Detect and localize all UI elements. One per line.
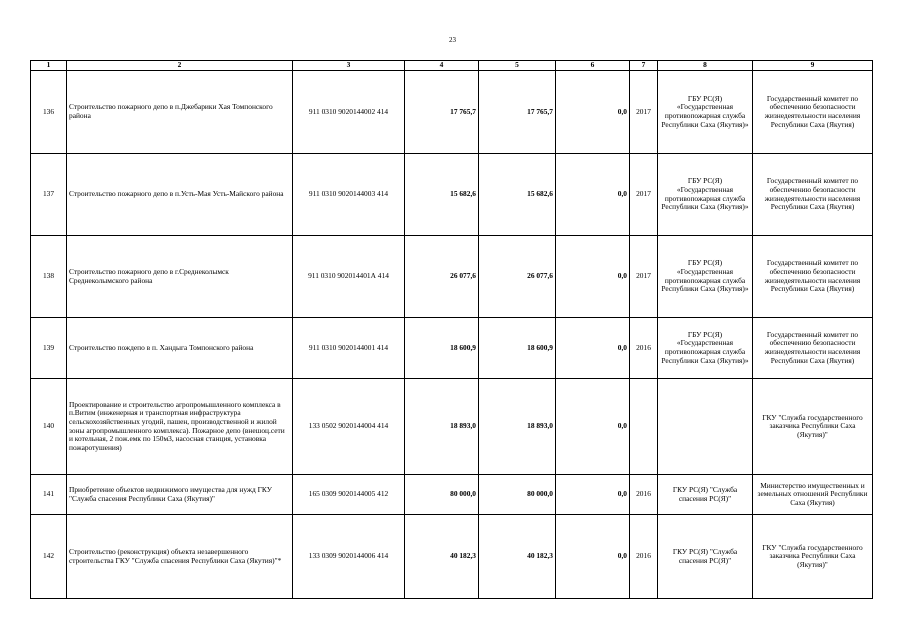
- table-row: [31, 71, 873, 154]
- budget-code: 911 0310 9020144003 414: [293, 154, 405, 236]
- col-header-2: 2: [67, 61, 293, 71]
- col-header-4: 4: [405, 61, 479, 71]
- year: 2017: [630, 236, 658, 318]
- object-name: Строительство пождепо в п. Хандыга Томпонского района: [67, 318, 293, 379]
- amount-col4: 17 765,7: [405, 71, 479, 154]
- amount-col5: 17 765,7: [479, 71, 556, 154]
- investment-table: [30, 60, 873, 599]
- row-number: 141: [31, 475, 67, 515]
- object-name: Строительство пожарного депо в п.Джебарики Хая Томпонского района: [67, 71, 293, 154]
- object-name: Приобретение объектов недвижимого имущества для нужд ГКУ "Служба спасения Республики Саха (Якутия)": [67, 475, 293, 515]
- customer: ГБУ РС(Я) «Государственная противопожарная служба Республики Саха (Якутия)»: [658, 318, 753, 379]
- col-header-6: 6: [556, 61, 630, 71]
- amount-col5: 18 600,9: [479, 318, 556, 379]
- customer: ГКУ РС(Я) "Служба спасения РС(Я)": [658, 475, 753, 515]
- object-name: Строительство (реконструкция) объекта незавершенного строительства ГКУ "Служба спасения Республики Саха (Якутия)"*: [67, 515, 293, 599]
- amount-col6: 0,0: [556, 318, 630, 379]
- budget-code: 911 0310 902014401А 414: [293, 236, 405, 318]
- authority: Государственный комитет по обеспечению безопасности жизнедеятельности населения Республики Саха (Якутия): [753, 236, 873, 318]
- amount-col5: 18 893,0: [479, 379, 556, 475]
- authority: Государственный комитет по обеспечению безопасности жизнедеятельности населения Республики Саха (Якутия): [753, 71, 873, 154]
- amount-col4: 18 600,9: [405, 318, 479, 379]
- row-number: 137: [31, 154, 67, 236]
- authority: Государственный комитет по обеспечению безопасности жизнедеятельности населения Республики Саха (Якутия): [753, 318, 873, 379]
- amount-col6: 0,0: [556, 154, 630, 236]
- row-number: 142: [31, 515, 67, 599]
- year: 2017: [630, 71, 658, 154]
- customer: ГБУ РС(Я) «Государственная противопожарная служба Республики Саха (Якутия)»: [658, 154, 753, 236]
- budget-code: 165 0309 9020144005 412: [293, 475, 405, 515]
- col-header-9: 9: [753, 61, 873, 71]
- year: 2016: [630, 515, 658, 599]
- amount-col4: 15 682,6: [405, 154, 479, 236]
- page-number: 23: [449, 36, 456, 44]
- object-name: Строительство пожарного депо в г.Среднеколымск Среднеколымского района: [67, 236, 293, 318]
- customer: ГБУ РС(Я) «Государственная противопожарная служба Республики Саха (Якутия)»: [658, 236, 753, 318]
- year: 2016: [630, 318, 658, 379]
- customer: ГКУ РС(Я) "Служба спасения РС(Я)": [658, 515, 753, 599]
- col-header-8: 8: [658, 61, 753, 71]
- amount-col6: 0,0: [556, 515, 630, 599]
- object-name: Проектирование и строительство агропромышленного комплекса в п.Витим (инженерная и транспортная инфраструктура сельскохозяйственных угодий, пашен, производственной и жилой зоны агропромышленного комплекса). Пожарное депо (внешоц.сети и котельная, 2 пож.емк по 150м3, насосная станция, установка пожаротушения): [67, 379, 293, 475]
- year: 2016: [630, 475, 658, 515]
- budget-code: 911 0310 9020144001 414: [293, 318, 405, 379]
- amount-col6: 0,0: [556, 475, 630, 515]
- amount-col4: 40 182,3: [405, 515, 479, 599]
- amount-col5: 15 682,6: [479, 154, 556, 236]
- header-row: [31, 61, 873, 71]
- amount-col4: 18 893,0: [405, 379, 479, 475]
- year: [630, 379, 658, 475]
- table-row: [31, 318, 873, 379]
- amount-col6: 0,0: [556, 379, 630, 475]
- col-header-5: 5: [479, 61, 556, 71]
- amount-col4: 26 077,6: [405, 236, 479, 318]
- row-number: 138: [31, 236, 67, 318]
- customer: [658, 379, 753, 475]
- authority: Государственный комитет по обеспечению безопасности жизнедеятельности населения Республики Саха (Якутия): [753, 154, 873, 236]
- table-row: [31, 236, 873, 318]
- table-row: [31, 515, 873, 599]
- budget-code: 133 0309 9020144006 414: [293, 515, 405, 599]
- col-header-3: 3: [293, 61, 405, 71]
- year: 2017: [630, 154, 658, 236]
- customer: ГБУ РС(Я) «Государственная противопожарная служба Республики Саха (Якутия)»: [658, 71, 753, 154]
- object-name: Строительство пожарного депо в п.Усть-Мая Усть-Майского района: [67, 154, 293, 236]
- col-header-1: 1: [31, 61, 67, 71]
- amount-col4: 80 000,0: [405, 475, 479, 515]
- row-number: 136: [31, 71, 67, 154]
- amount-col6: 0,0: [556, 236, 630, 318]
- budget-code: 133 0502 9020144004 414: [293, 379, 405, 475]
- row-number: 139: [31, 318, 67, 379]
- table-row: [31, 154, 873, 236]
- authority: Министерство имущественных и земельных отношений Республики Саха (Якутия): [753, 475, 873, 515]
- amount-col5: 40 182,3: [479, 515, 556, 599]
- amount-col6: 0,0: [556, 71, 630, 154]
- table-row: [31, 475, 873, 515]
- budget-code: 911 0310 9020144002 414: [293, 71, 405, 154]
- col-header-7: 7: [630, 61, 658, 71]
- amount-col5: 80 000,0: [479, 475, 556, 515]
- authority: ГКУ "Служба государственного заказчика Республики Саха (Якутия)": [753, 379, 873, 475]
- amount-col5: 26 077,6: [479, 236, 556, 318]
- row-number: 140: [31, 379, 67, 475]
- authority: ГКУ "Служба государственного заказчика Республики Саха (Якутия)": [753, 515, 873, 599]
- table-row: [31, 379, 873, 475]
